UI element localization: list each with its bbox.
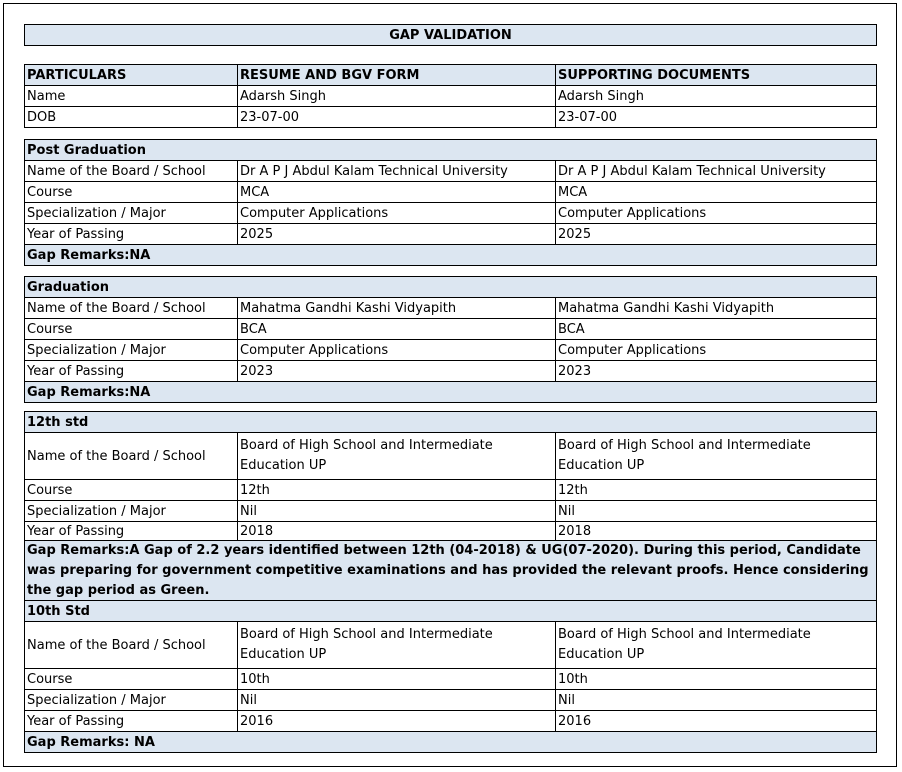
board-label: Name of the Board / School (25, 161, 238, 182)
section-heading: 12th std (25, 412, 877, 433)
dob-docs: 23-07-00 (556, 107, 877, 128)
board-docs: Mahatma Gandhi Kashi Vidyapith (556, 298, 877, 319)
title-table (24, 24, 877, 46)
personal-table (24, 64, 877, 128)
year-label: Year of Passing (25, 522, 238, 541)
spec-docs: Nil (556, 690, 877, 711)
gap-remarks: Gap Remarks:NA (25, 382, 877, 403)
year-label: Year of Passing (25, 361, 238, 382)
course-resume: BCA (238, 319, 556, 340)
year-docs: 2016 (556, 711, 877, 732)
spec-label: Specialization / Major (25, 203, 238, 224)
year-docs: 2023 (556, 361, 877, 382)
course-label: Course (25, 319, 238, 340)
header-row (25, 65, 877, 86)
spec-label: Specialization / Major (25, 340, 238, 361)
header-resume: RESUME AND BGV FORM (238, 65, 556, 86)
gap-remarks: Gap Remarks:NA (25, 245, 877, 266)
board-label: Name of the Board / School (25, 622, 238, 669)
course-resume: 10th (238, 669, 556, 690)
board-resume: Board of High School and Intermediate Education UP (238, 433, 556, 480)
spec-label: Specialization / Major (25, 501, 238, 522)
tenth-table (24, 600, 877, 753)
spec-resume: Nil (238, 501, 556, 522)
spec-docs: Computer Applications (556, 203, 877, 224)
board-resume: Mahatma Gandhi Kashi Vidyapith (238, 298, 556, 319)
course-label: Course (25, 480, 238, 501)
dob-label: DOB (25, 107, 238, 128)
page-title: GAP VALIDATION (25, 25, 877, 46)
name-resume: Adarsh Singh (238, 86, 556, 107)
course-label: Course (25, 669, 238, 690)
board-resume: Dr A P J Abdul Kalam Technical University (238, 161, 556, 182)
dob-row (25, 107, 877, 128)
board-resume: Board of High School and Intermediate Education UP (238, 622, 556, 669)
section-heading: Graduation (25, 277, 877, 298)
name-docs: Adarsh Singh (556, 86, 877, 107)
twelfth-table (24, 411, 877, 602)
section-heading: Post Graduation (25, 140, 877, 161)
name-label: Name (25, 86, 238, 107)
spec-resume: Computer Applications (238, 340, 556, 361)
year-docs: 2025 (556, 224, 877, 245)
board-docs: Dr A P J Abdul Kalam Technical University (556, 161, 877, 182)
year-docs: 2018 (556, 522, 877, 541)
board-label: Name of the Board / School (25, 433, 238, 480)
board-label: Name of the Board / School (25, 298, 238, 319)
board-docs: Board of High School and Intermediate Education UP (556, 433, 877, 480)
spec-docs: Nil (556, 501, 877, 522)
course-docs: MCA (556, 182, 877, 203)
board-docs: Board of High School and Intermediate Education UP (556, 622, 877, 669)
header-documents: SUPPORTING DOCUMENTS (556, 65, 877, 86)
course-docs: 12th (556, 480, 877, 501)
year-resume: 2018 (238, 522, 556, 541)
year-label: Year of Passing (25, 224, 238, 245)
year-label: Year of Passing (25, 711, 238, 732)
spec-label: Specialization / Major (25, 690, 238, 711)
year-resume: 2016 (238, 711, 556, 732)
course-resume: 12th (238, 480, 556, 501)
header-particulars: PARTICULARS (25, 65, 238, 86)
dob-resume: 23-07-00 (238, 107, 556, 128)
gap-remarks: Gap Remarks: NA (25, 732, 877, 753)
spec-docs: Computer Applications (556, 340, 877, 361)
year-resume: 2023 (238, 361, 556, 382)
course-docs: 10th (556, 669, 877, 690)
spec-resume: Computer Applications (238, 203, 556, 224)
course-docs: BCA (556, 319, 877, 340)
course-resume: MCA (238, 182, 556, 203)
name-row (25, 86, 877, 107)
graduation-table (24, 276, 877, 403)
year-resume: 2025 (238, 224, 556, 245)
post-graduation-table (24, 139, 877, 266)
section-heading: 10th Std (25, 601, 877, 622)
spec-resume: Nil (238, 690, 556, 711)
course-label: Course (25, 182, 238, 203)
gap-remarks: Gap Remarks:A Gap of 2.2 years identified between 12th (04-2018) & UG(07-2020). During this period, Candidate was preparing for government competitive examinations and has provided the relevant proofs. Hence considering the gap period as Green. (25, 541, 877, 602)
